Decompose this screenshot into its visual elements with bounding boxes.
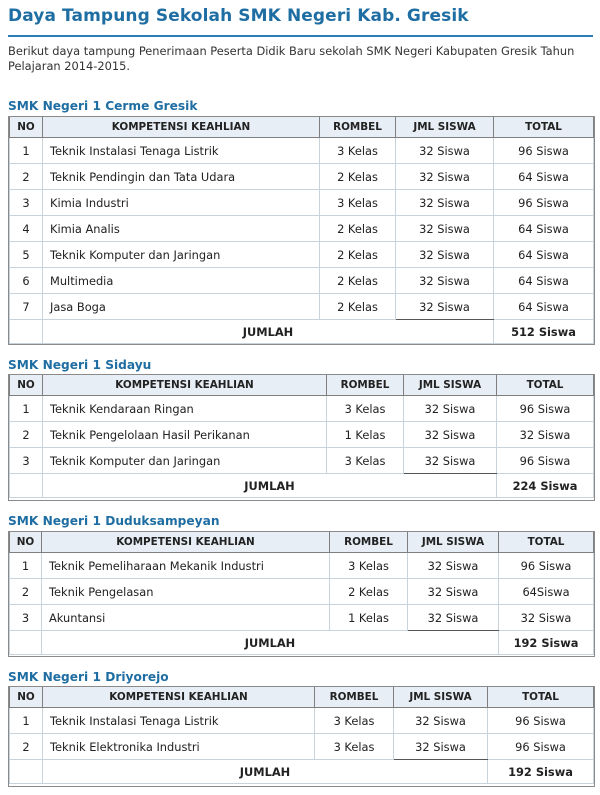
cell-no: 3 — [10, 605, 42, 631]
school-title: SMK Negeri 1 Duduksampeyan — [8, 514, 220, 528]
table-row — [10, 708, 594, 734]
table-row — [10, 216, 594, 242]
col-header-kompetensi: KOMPETENSI KEAHLIAN — [43, 687, 315, 708]
table-row — [10, 294, 594, 320]
table-row — [10, 242, 594, 268]
cell-total: 64 Siswa — [494, 294, 594, 320]
cell-total: 64 Siswa — [494, 268, 594, 294]
cell-kompetensi: Teknik Pengelolaan Hasil Perikanan — [43, 422, 327, 448]
cell-total: 96 Siswa — [499, 553, 594, 579]
table-row — [10, 138, 594, 164]
table-row — [10, 396, 594, 422]
cell-total: 96 Siswa — [488, 734, 594, 760]
school-title: SMK Negeri 1 Sidayu — [8, 358, 152, 372]
col-header-kompetensi: KOMPETENSI KEAHLIAN — [42, 532, 330, 553]
cell-kompetensi: Kimia Analis — [43, 216, 320, 242]
capacity-table — [9, 374, 594, 498]
table-row — [10, 164, 594, 190]
cell-kompetensi: Teknik Pemeliharaan Mekanik Industri — [42, 553, 330, 579]
cell-kompetensi: Teknik Kendaraan Ringan — [43, 396, 327, 422]
cell-rombel: 2 Kelas — [320, 164, 396, 190]
cell-rombel: 2 Kelas — [320, 294, 396, 320]
table-row — [10, 579, 594, 605]
cell-kompetensi: Akuntansi — [42, 605, 330, 631]
jumlah-total: 224 Siswa — [497, 474, 594, 498]
cell-kompetensi: Teknik Instalasi Tenaga Listrik — [43, 138, 320, 164]
cell-total: 96 Siswa — [494, 138, 594, 164]
cell-jml-siswa: 32 Siswa — [408, 553, 499, 579]
col-header-jml-siswa: JML SISWA — [394, 687, 488, 708]
cell-total: 32 Siswa — [497, 422, 594, 448]
table-row — [10, 605, 594, 631]
cell-kompetensi: Jasa Boga — [43, 294, 320, 320]
title-divider — [8, 35, 593, 37]
col-header-no: NO — [10, 687, 43, 708]
cell-total: 64 Siswa — [494, 242, 594, 268]
table-row — [10, 268, 594, 294]
cell-empty — [10, 631, 42, 655]
cell-no: 3 — [10, 190, 43, 216]
cell-jml-siswa: 32 Siswa — [404, 396, 497, 422]
cell-total: 64Siswa — [499, 579, 594, 605]
capacity-table — [9, 686, 594, 784]
jumlah-total: 512 Siswa — [494, 320, 594, 344]
col-header-kompetensi: KOMPETENSI KEAHLIAN — [43, 375, 327, 396]
table-row — [10, 734, 594, 760]
cell-jml-siswa: 32 Siswa — [396, 268, 494, 294]
cell-kompetensi: Teknik Instalasi Tenaga Listrik — [43, 708, 315, 734]
cell-kompetensi: Teknik Pendingin dan Tata Udara — [43, 164, 320, 190]
cell-no: 2 — [10, 734, 43, 760]
school-title: SMK Negeri 1 Driyorejo — [8, 670, 169, 684]
col-header-kompetensi: KOMPETENSI KEAHLIAN — [43, 117, 320, 138]
cell-no: 1 — [10, 708, 43, 734]
cell-no: 4 — [10, 216, 43, 242]
cell-rombel: 3 Kelas — [320, 190, 396, 216]
cell-kompetensi: Teknik Pengelasan — [42, 579, 330, 605]
col-header-jml-siswa: JML SISWA — [396, 117, 494, 138]
col-header-jml-siswa: JML SISWA — [404, 375, 497, 396]
cell-jml-siswa: 32 Siswa — [396, 190, 494, 216]
cell-total: 32 Siswa — [499, 605, 594, 631]
school-title: SMK Negeri 1 Cerme Gresik — [8, 99, 198, 113]
total-row — [10, 474, 594, 498]
cell-jml-siswa: 32 Siswa — [404, 422, 497, 448]
cell-rombel: 3 Kelas — [315, 734, 394, 760]
cell-no: 5 — [10, 242, 43, 268]
jumlah-label: JUMLAH — [43, 760, 488, 784]
cell-rombel: 2 Kelas — [320, 242, 396, 268]
col-header-rombel: ROMBEL — [327, 375, 404, 396]
cell-rombel: 2 Kelas — [320, 268, 396, 294]
cell-jml-siswa: 32 Siswa — [408, 605, 499, 631]
cell-no: 2 — [10, 422, 43, 448]
cell-total: 96 Siswa — [488, 708, 594, 734]
cell-no: 3 — [10, 448, 43, 474]
total-row — [10, 320, 594, 344]
cell-total: 64 Siswa — [494, 216, 594, 242]
cell-no: 6 — [10, 268, 43, 294]
jumlah-label: JUMLAH — [43, 474, 497, 498]
table-header — [10, 532, 594, 553]
cell-jml-siswa: 32 Siswa — [396, 294, 494, 320]
cell-rombel: 2 Kelas — [330, 579, 408, 605]
cell-empty — [10, 474, 43, 498]
cell-jml-siswa: 32 Siswa — [404, 448, 497, 474]
jumlah-label: JUMLAH — [43, 320, 494, 344]
cell-no: 2 — [10, 579, 42, 605]
intro-paragraph: Berikut daya tampung Penerimaan Peserta Didik Baru sekolah SMK Negeri Kabupaten Gresik Tahun Pelajaran 2014-2015. — [8, 44, 575, 73]
cell-jml-siswa: 32 Siswa — [396, 216, 494, 242]
cell-jml-siswa: 32 Siswa — [396, 242, 494, 268]
cell-kompetensi: Kimia Industri — [43, 190, 320, 216]
cell-jml-siswa: 32 Siswa — [394, 734, 488, 760]
col-header-no: NO — [10, 532, 42, 553]
col-header-jml-siswa: JML SISWA — [408, 532, 499, 553]
capacity-table — [9, 531, 594, 655]
table-header — [10, 117, 594, 138]
jumlah-total: 192 Siswa — [499, 631, 594, 655]
col-header-rombel: ROMBEL — [320, 117, 396, 138]
cell-kompetensi: Teknik Komputer dan Jaringan — [43, 448, 327, 474]
col-header-total: TOTAL — [497, 375, 594, 396]
col-header-no: NO — [10, 375, 43, 396]
table-header — [10, 687, 594, 708]
cell-no: 1 — [10, 138, 43, 164]
cell-no: 1 — [10, 553, 42, 579]
page-title: Daya Tampung Sekolah SMK Negeri Kab. Gresik — [8, 6, 469, 26]
cell-no: 2 — [10, 164, 43, 190]
cell-rombel: 3 Kelas — [330, 553, 408, 579]
cell-kompetensi: Multimedia — [43, 268, 320, 294]
cell-rombel: 3 Kelas — [327, 448, 404, 474]
cell-rombel: 3 Kelas — [315, 708, 394, 734]
cell-rombel: 1 Kelas — [327, 422, 404, 448]
cell-no: 7 — [10, 294, 43, 320]
jumlah-total: 192 Siswa — [488, 760, 594, 784]
total-row — [10, 631, 594, 655]
cell-total: 64 Siswa — [494, 164, 594, 190]
cell-kompetensi: Teknik Elektronika Industri — [43, 734, 315, 760]
cell-jml-siswa: 32 Siswa — [408, 579, 499, 605]
cell-jml-siswa: 32 Siswa — [396, 138, 494, 164]
cell-kompetensi: Teknik Komputer dan Jaringan — [43, 242, 320, 268]
cell-empty — [10, 760, 43, 784]
cell-jml-siswa: 32 Siswa — [394, 708, 488, 734]
table-row — [10, 190, 594, 216]
cell-rombel: 2 Kelas — [320, 216, 396, 242]
cell-total: 96 Siswa — [497, 396, 594, 422]
cell-rombel: 3 Kelas — [320, 138, 396, 164]
cell-rombel: 1 Kelas — [330, 605, 408, 631]
col-header-rombel: ROMBEL — [330, 532, 408, 553]
table-row — [10, 553, 594, 579]
table-row — [10, 448, 594, 474]
total-row — [10, 760, 594, 784]
cell-jml-siswa: 32 Siswa — [396, 164, 494, 190]
table-header — [10, 375, 594, 396]
cell-empty — [10, 320, 43, 344]
cell-total: 96 Siswa — [497, 448, 594, 474]
col-header-no: NO — [10, 117, 43, 138]
cell-no: 1 — [10, 396, 43, 422]
cell-rombel: 3 Kelas — [327, 396, 404, 422]
col-header-total: TOTAL — [499, 532, 594, 553]
jumlah-label: JUMLAH — [42, 631, 499, 655]
cell-total: 96 Siswa — [494, 190, 594, 216]
col-header-rombel: ROMBEL — [315, 687, 394, 708]
col-header-total: TOTAL — [488, 687, 594, 708]
table-row — [10, 422, 594, 448]
capacity-table — [9, 116, 594, 344]
col-header-total: TOTAL — [494, 117, 594, 138]
